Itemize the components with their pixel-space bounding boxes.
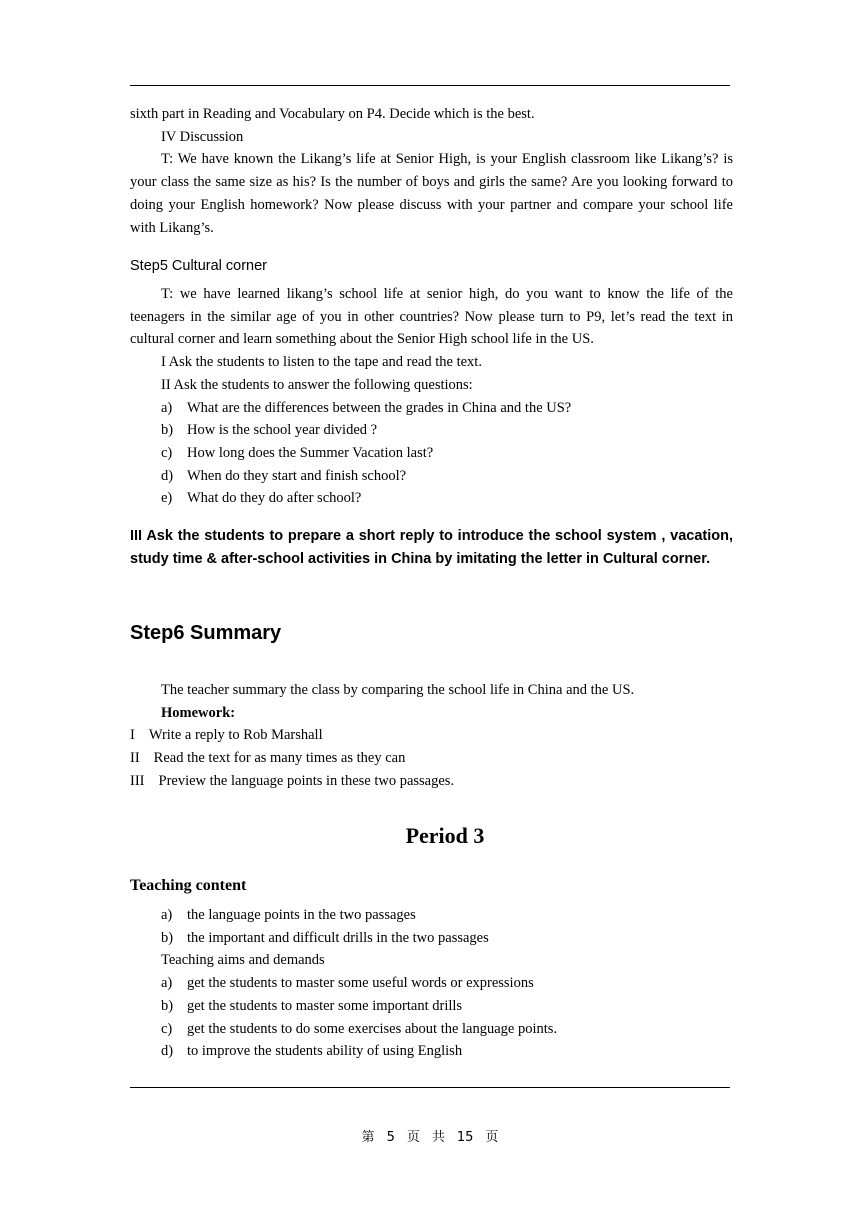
- step5-instruction-iii-block: [130, 525, 733, 570]
- list-marker: e): [161, 490, 173, 507]
- list-item: [130, 465, 733, 488]
- list-marker: a): [161, 399, 173, 416]
- teaching-content-heading: Teaching content: [130, 877, 247, 894]
- homework-label: Homework:: [161, 704, 236, 721]
- step5-body: [130, 283, 733, 510]
- list-text: How long does the Summer Vacation last?: [187, 444, 434, 461]
- footer-ye: 页: [406, 1130, 420, 1145]
- step5-instruction-iii: III Ask the students to prepare a short reply to introduce the school system , vacation, study time & after-school activities in China by imitating the letter in Cultural corner.: [130, 528, 733, 567]
- list-item: [130, 972, 733, 995]
- list-item: [130, 995, 733, 1018]
- list-item: [130, 397, 733, 420]
- header-rule: [130, 85, 730, 86]
- list-text: What are the differences between the grades in China and the US?: [187, 399, 572, 416]
- list-text: get the students to do some exercises about the language points.: [187, 1020, 558, 1037]
- list-marker: d): [161, 467, 174, 484]
- period-title: Period 3: [405, 823, 485, 848]
- list-text: When do they start and finish school?: [187, 467, 407, 484]
- list-item: [130, 747, 733, 770]
- list-marker: b): [161, 929, 174, 946]
- list-marker: II: [130, 750, 140, 767]
- aims-label: Teaching aims and demands: [161, 952, 325, 969]
- step6-heading: Step6 Summary: [130, 622, 282, 644]
- step5-instruction-ii: II Ask the students to answer the following questions:: [161, 376, 473, 393]
- footer-di: 第: [361, 1130, 375, 1145]
- discussion-label: IV Discussion: [161, 128, 244, 145]
- summary-paragraph: The teacher summary the class by comparing the school life in China and the US.: [161, 682, 635, 698]
- list-item: [130, 442, 733, 465]
- list-marker: b): [161, 422, 174, 439]
- footer-ye-2: 页: [485, 1130, 499, 1145]
- list-item: [130, 904, 733, 927]
- list-text: Write a reply to Rob Marshall: [148, 727, 323, 744]
- list-item: [130, 724, 733, 747]
- list-item: [130, 1040, 733, 1063]
- list-marker: a): [161, 975, 173, 992]
- list-item: [130, 419, 733, 442]
- list-marker: c): [161, 444, 173, 461]
- list-text: How is the school year divided ?: [187, 422, 378, 439]
- footer-rule: [130, 1087, 730, 1088]
- list-text: get the students to master some important drills: [187, 997, 463, 1014]
- list-marker: I: [130, 727, 135, 744]
- list-text: Preview the language points in these two passages.: [158, 772, 455, 789]
- footer-page-number: 5: [386, 1130, 395, 1145]
- footer-total-pages: 15: [456, 1130, 474, 1145]
- step5-paragraph: T: we have learned likang’s school life at senior high, do you want to know the life of the teenagers in the similar age of you in other countries? Now please turn to P9, let’s read the text in cultural corner and learn something about the Senior High school life in the US.: [130, 286, 733, 348]
- teaching-content-body: [130, 904, 733, 1063]
- list-item: [130, 487, 733, 510]
- list-marker: III: [130, 772, 145, 789]
- list-marker: c): [161, 1020, 173, 1037]
- list-marker: d): [161, 1043, 174, 1060]
- list-text: the language points in the two passages: [187, 907, 416, 923]
- list-text: get the students to master some useful words or expressions: [187, 975, 534, 992]
- list-item: [130, 927, 733, 950]
- page-footer: [0, 1126, 860, 1145]
- list-item: [130, 1018, 733, 1041]
- step6-body: [130, 679, 733, 793]
- step5-heading: Step5 Cultural corner: [130, 258, 268, 274]
- body-text-top: [130, 103, 733, 239]
- list-item: [130, 770, 733, 793]
- list-text: What do they do after school?: [187, 490, 362, 507]
- list-text: to improve the students ability of using English: [187, 1043, 463, 1060]
- discussion-paragraph: T: We have known the Likang’s life at Senior High, is your English classroom like Likang’s? is your class the same size as his? Is the number of boys and girls the same? Are you looking forward to doing your English homework? Now please discuss with your partner and compare your school life with Likang’s.: [130, 151, 733, 236]
- list-marker: b): [161, 997, 174, 1014]
- list-text: the important and difficult drills in the two passages: [187, 929, 489, 946]
- continued-paragraph: sixth part in Reading and Vocabulary on P4. Decide which is the best.: [130, 106, 535, 122]
- list-text: Read the text for as many times as they can: [153, 750, 406, 767]
- list-marker: a): [161, 907, 173, 923]
- step5-instruction-i: I Ask the students to listen to the tape and read the text.: [161, 354, 482, 371]
- footer-gong: 共: [431, 1130, 445, 1145]
